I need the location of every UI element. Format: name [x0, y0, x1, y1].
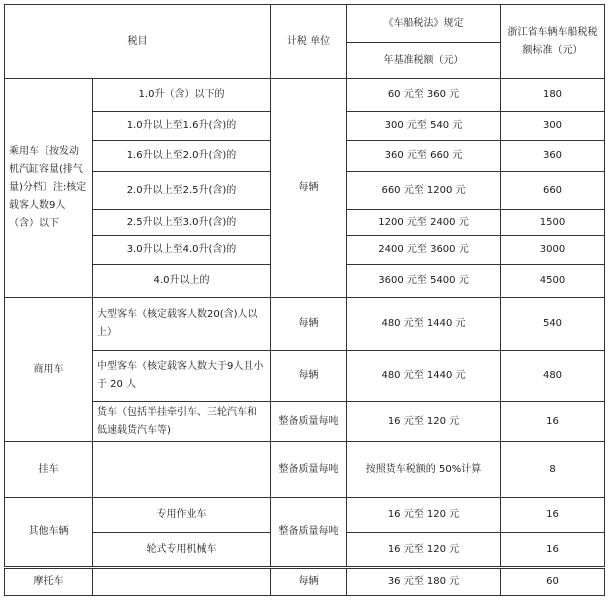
passenger-category: 乘用车〔按发动机汽缸容量(排气量)分档〕注:核定载客人数9人（含）以下	[5, 79, 93, 298]
passenger-zj: 1500	[501, 210, 605, 236]
passenger-zj: 180	[501, 79, 605, 112]
passenger-range: 660 元至 1200 元	[347, 172, 501, 210]
commercial-zj: 540	[501, 298, 605, 351]
passenger-range: 1200 元至 2400 元	[347, 210, 501, 236]
passenger-range: 360 元至 660 元	[347, 141, 501, 172]
motorcycle-range: 36 元至 180 元	[347, 568, 501, 596]
motorcycle-zj: 60	[501, 568, 605, 596]
commercial-item: 货车（包括半挂牵引车、三轮汽车和低速载货汽车等)	[93, 402, 271, 442]
passenger-item: 2.5升以上至3.0升(含)的	[93, 210, 271, 236]
passenger-zj: 660	[501, 172, 605, 210]
commercial-unit: 整备质量每吨	[271, 402, 347, 442]
commercial-category: 商用车	[5, 298, 93, 442]
passenger-item: 1.0升以上至1.6升(含)的	[93, 112, 271, 141]
other-range: 16 元至 120 元	[347, 498, 501, 533]
other-item: 轮式专用机械车	[93, 533, 271, 568]
header-unit: 计税 单位	[271, 5, 347, 79]
passenger-range: 60 元至 360 元	[347, 79, 501, 112]
passenger-zj: 360	[501, 141, 605, 172]
other-zj: 16	[501, 533, 605, 568]
trailer-unit: 整备质量每吨	[271, 442, 347, 498]
commercial-unit: 每辆	[271, 298, 347, 351]
other-unit: 整备质量每吨	[271, 498, 347, 568]
header-zhejiang: 浙江省车辆车船税税额标准（元）	[501, 5, 605, 79]
passenger-zj: 3000	[501, 236, 605, 265]
commercial-zj: 16	[501, 402, 605, 442]
trailer-item-empty	[93, 442, 271, 498]
motorcycle-category: 摩托车	[5, 568, 93, 596]
passenger-zj: 300	[501, 112, 605, 141]
commercial-range: 16 元至 120 元	[347, 402, 501, 442]
other-zj: 16	[501, 498, 605, 533]
trailer-range: 按照货车税额的 50%计算	[347, 442, 501, 498]
header-law-title: 《车船税法》规定	[347, 5, 501, 43]
passenger-item: 4.0升以上的	[93, 265, 271, 298]
trailer-zj: 8	[501, 442, 605, 498]
motorcycle-unit: 每辆	[271, 568, 347, 596]
passenger-zj: 4500	[501, 265, 605, 298]
vehicle-tax-table	[4, 4, 605, 596]
commercial-unit: 每辆	[271, 351, 347, 402]
other-item: 专用作业车	[93, 498, 271, 533]
passenger-item: 3.0升以上至4.0升(含)的	[93, 236, 271, 265]
header-tax-item: 税目	[5, 5, 271, 79]
commercial-range: 480 元至 1440 元	[347, 351, 501, 402]
commercial-range: 480 元至 1440 元	[347, 298, 501, 351]
passenger-unit: 每辆	[271, 79, 347, 298]
commercial-zj: 480	[501, 351, 605, 402]
other-category: 其他车辆	[5, 498, 93, 568]
passenger-range: 3600 元至 5400 元	[347, 265, 501, 298]
trailer-category: 挂车	[5, 442, 93, 498]
motorcycle-item-empty	[93, 568, 271, 596]
passenger-item: 1.0升（含）以下的	[93, 79, 271, 112]
commercial-item: 中型客车（核定载客人数大于9人且小于 20 人	[93, 351, 271, 402]
header-law-base: 年基准税额（元）	[347, 43, 501, 79]
commercial-item: 大型客车（核定载客人数20(含)人以上）	[93, 298, 271, 351]
passenger-item: 1.6升以上至2.0升(含)的	[93, 141, 271, 172]
passenger-range: 2400 元至 3600 元	[347, 236, 501, 265]
passenger-range: 300 元至 540 元	[347, 112, 501, 141]
other-range: 16 元至 120 元	[347, 533, 501, 568]
passenger-item: 2.0升以上至2.5升(含)的	[93, 172, 271, 210]
